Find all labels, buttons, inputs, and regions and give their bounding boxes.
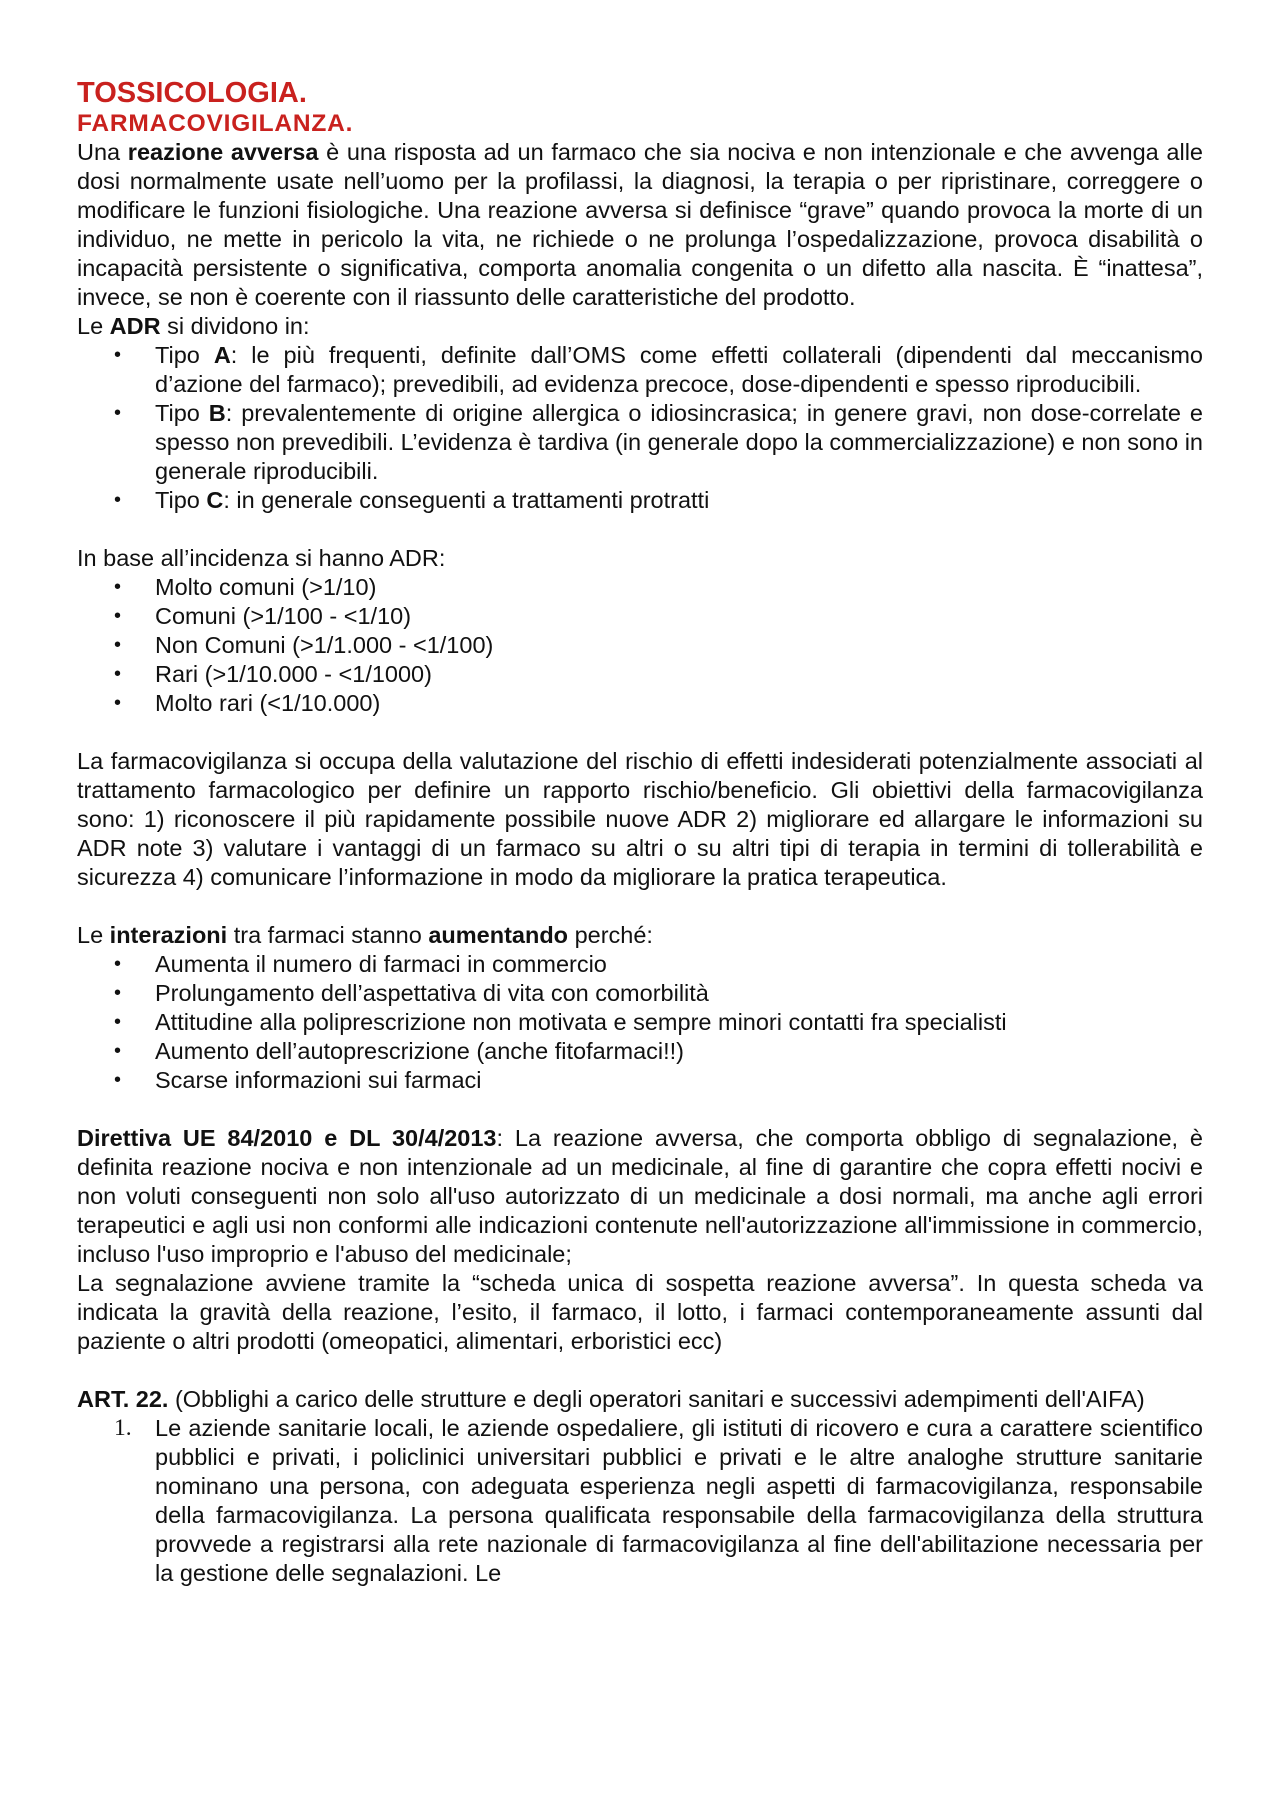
pharmacovigilance-paragraph: La farmacovigilanza si occupa della valutazione del rischio di effetti indesiderati potenzialmente associati al trattamento farmacologico per definire un rapporto rischio/beneficio. Gli obiettivi della farmacovigilanza sono: 1) riconoscere il più rapidamente possibile nuove ADR 2) migliorare ed allargare le informazioni su ADR note 3) valutare i vantaggi di un farmaco su altri o su altri tipi di terapia in termini di tollerabilità e sicurezza 4) comunicare l’informazione in modo da migliorare la pratica terapeutica.	[77, 748, 1203, 890]
interactions-intro-mid: tra farmaci stanno	[227, 922, 429, 948]
incidence-list	[77, 573, 1203, 718]
adr-type-desc: : prevalentemente di origine allergica o idiosincrasica; in genere gravi, non dose-correlate e spesso non prevedibili. L’evidenza è tardiva (in generale dopo la commercializzazione) e non sono in generale riproducibili.	[155, 400, 1203, 484]
directive-paragraph	[77, 1124, 1203, 1269]
bullet-glyph: •	[114, 1069, 122, 1091]
paragraph-spacer	[77, 718, 1203, 747]
directive-reference: Direttiva UE 84/2010 e DL 30/4/2013	[77, 1125, 497, 1151]
document-subtitle: FARMACOVIGILANZA.	[77, 110, 354, 137]
list-item	[77, 486, 1203, 515]
incidence-item-text: Molto comuni (>1/10)	[155, 574, 377, 600]
article-item-number: 1.	[114, 1415, 132, 1441]
adr-type-pre: Tipo	[155, 400, 209, 426]
list-item	[77, 660, 1203, 689]
intro-pre: Una	[77, 139, 128, 165]
list-item	[77, 1066, 1203, 1095]
bullet-glyph: •	[114, 1040, 122, 1062]
article-item-text: Le aziende sanitarie locali, le aziende ospedaliere, gli istituti di ricovero e cura a carattere scientifico pubblici e privati, i policlinici universitari pubblici e privati e le altre analoghe strutture sanitarie nominano una persona, con adeguata esperienza negli aspetti di farmacovigilanza, responsabile della farmacovigilanza. La persona qualificata responsabile della farmacovigilanza della struttura provvede a registrarsi alla rete nazionale di farmacovigilanza al fine dell'abilitazione necessaria per la gestione delle segnalazioni. Le	[155, 1415, 1203, 1586]
intro-post: è una risposta ad un farmaco che sia nociva e non intenzionale e che avvenga alle dosi normalmente usate nell’uomo per la profilassi, la diagnosi, la terapia o per ripristinare, correggere o modificare le funzioni fisiologiche. Una reazione avversa si definisce “grave” quando provoca la morte di un individuo, ne mette in pericolo la vita, ne richiede o ne prolunga l’ospedalizzazione, provoca disabilità o incapacità persistente o significativa, comporta anomalia congenita o un difetto alla nascita. È “inattesa”, invece, se non è coerente con il riassunto delle caratteristiche del prodotto.	[77, 139, 1203, 310]
list-item	[77, 573, 1203, 602]
document-title: TOSSICOLOGIA.	[77, 77, 307, 109]
intro-bold-term: reazione avversa	[127, 139, 319, 165]
paragraph-spacer	[77, 892, 1203, 921]
bullet-glyph: •	[114, 1011, 122, 1033]
adr-type-letter: C	[206, 487, 224, 513]
list-item	[77, 1008, 1203, 1037]
list-item	[77, 689, 1203, 718]
incidence-item-text: Molto rari (<1/10.000)	[155, 690, 381, 716]
adr-intro-post: si dividono in:	[160, 313, 310, 339]
list-item	[77, 602, 1203, 631]
adr-type-letter: A	[213, 342, 231, 368]
bullet-glyph: •	[114, 576, 122, 598]
directive-text: : La reazione avversa, che comporta obbligo di segnalazione, è definita reazione nociva e non intenzionale ad un medicinale, al fine di garantire che copra effetti nocivi e non voluti conseguenti non solo all'uso autorizzato di un medicinale a dosi normali, ma anche agli errori terapeutici e agli usi non conformi alle indicazioni contenute nell'autorizzazione all'immissione in commercio, incluso l'uso improprio e l'abuso del medicinale;	[77, 1125, 1203, 1267]
incidence-item-text: Rari (>1/10.000 - <1/1000)	[155, 661, 432, 687]
incidence-item-text: Non Comuni (>1/1.000 - <1/100)	[155, 632, 494, 658]
adr-types-list	[77, 341, 1203, 515]
interactions-intro-pre: Le	[77, 922, 110, 948]
paragraph-spacer	[77, 1356, 1203, 1385]
adr-type-desc: : le più frequenti, definite dall’OMS come effetti collaterali (dipendenti dal meccanismo d’azione del farmaco); prevedibili, ad evidenza precoce, dose-dipendenti e spesso riproducibili.	[155, 342, 1203, 397]
bullet-glyph: •	[114, 605, 122, 627]
bullet-glyph: •	[114, 692, 122, 714]
list-item	[77, 341, 1203, 399]
incidence-item-text: Comuni (>1/100 - <1/10)	[155, 603, 412, 629]
article-list	[77, 1414, 1203, 1588]
list-item	[77, 1414, 1203, 1588]
bullet-glyph: •	[114, 489, 122, 511]
interaction-item-text: Prolungamento dell’aspettativa di vita con comorbilità	[155, 980, 709, 1006]
bullet-glyph: •	[114, 402, 122, 424]
interaction-item-text: Attitudine alla poliprescrizione non motivata e sempre minori contatti fra specialisti	[155, 1009, 1007, 1035]
paragraph-spacer	[77, 515, 1203, 544]
bullet-glyph: •	[114, 982, 122, 1004]
bullet-glyph: •	[114, 344, 122, 366]
interactions-intro-post: perché:	[568, 922, 653, 948]
interactions-list	[77, 950, 1203, 1095]
incidence-intro: In base all’incidenza si hanno ADR:	[77, 545, 446, 571]
adr-type-desc: : in generale conseguenti a trattamenti protratti	[223, 487, 710, 513]
interaction-item-text: Scarse informazioni sui farmaci	[155, 1067, 482, 1093]
article-number: ART. 22.	[77, 1386, 169, 1412]
adr-intro-bold: ADR	[109, 313, 161, 339]
article-heading	[77, 1385, 1203, 1414]
intro-paragraph	[77, 138, 1203, 312]
adr-type-pre: Tipo	[155, 342, 214, 368]
interaction-item-text: Aumenta il numero di farmaci in commercio	[155, 951, 607, 977]
list-item	[77, 399, 1203, 486]
adr-intro	[77, 312, 1203, 341]
interactions-intro	[77, 921, 1203, 950]
interactions-bold-verb: aumentando	[428, 922, 569, 948]
list-item	[77, 1037, 1203, 1066]
list-item	[77, 950, 1203, 979]
list-item	[77, 631, 1203, 660]
bullet-glyph: •	[114, 634, 122, 656]
paragraph-spacer	[77, 1095, 1203, 1124]
interactions-bold-term: interazioni	[109, 922, 228, 948]
adr-type-pre: Tipo	[155, 487, 207, 513]
article-title-text: (Obblighi a carico delle strutture e degli operatori sanitari e successivi adempimenti dell'AIFA)	[168, 1386, 1145, 1412]
list-item	[77, 979, 1203, 1008]
document-page	[77, 76, 1203, 1588]
bullet-glyph: •	[114, 663, 122, 685]
adr-intro-pre: Le	[77, 313, 110, 339]
interaction-item-text: Aumento dell’autoprescrizione (anche fitofarmaci!!)	[155, 1038, 685, 1064]
signal-paragraph: La segnalazione avviene tramite la “scheda unica di sospetta reazione avversa”. In questa scheda va indicata la gravità della reazione, l’esito, il farmaco, il lotto, i farmaci contemporaneamente assunti dal paziente o altri prodotti (omeopatici, alimentari, erboristici ecc)	[77, 1270, 1203, 1354]
bullet-glyph: •	[114, 953, 122, 975]
adr-type-letter: B	[208, 400, 226, 426]
